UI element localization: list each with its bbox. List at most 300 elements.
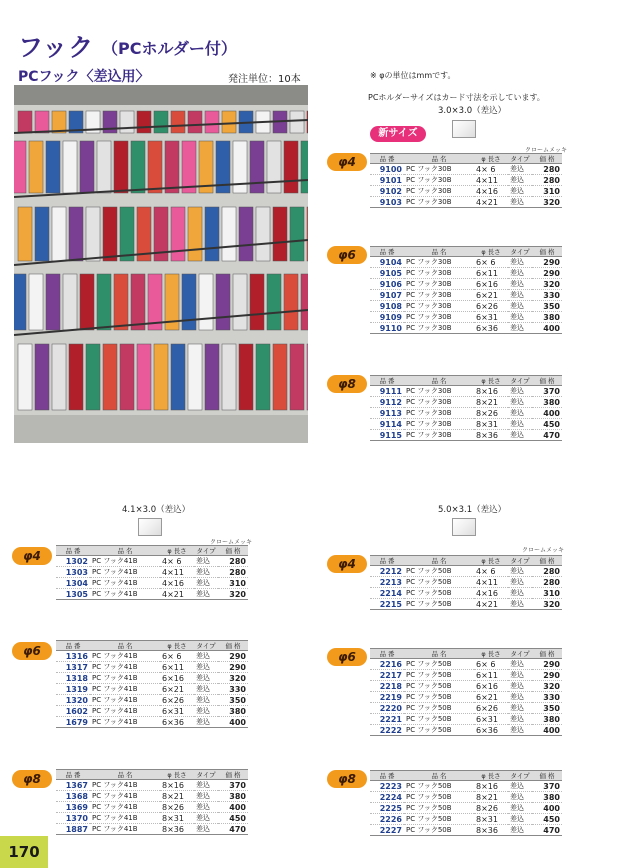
price: 280 [532,566,562,577]
product-package [114,274,128,330]
product-table [370,555,562,610]
item-name: PC フック50B [404,814,474,825]
column-header: φ 長さ [474,376,508,386]
column-header: タイプ [194,641,218,651]
table-row [370,814,562,825]
price: 290 [218,662,248,673]
item-name: PC フック50B [404,714,474,725]
product-package [307,344,308,410]
item-code: 1319 [56,684,90,695]
product-package [18,207,32,261]
column-header: φ 長さ [474,649,508,659]
table-row [56,717,248,728]
price: 380 [218,791,248,802]
size: 4×21 [160,589,194,600]
product-package [273,344,287,410]
item-name: PC フック50B [404,703,474,714]
column-header: 品 名 [404,771,474,781]
chrome-label: クロームメッキ [522,547,565,554]
size: 6×26 [160,695,194,706]
item-name: PC フック41B [90,578,160,589]
type: 差込 [194,567,218,578]
item-name: PC フック50B [404,825,474,836]
size: 6×16 [160,673,194,684]
price: 380 [532,397,562,408]
product-package [131,274,145,330]
product-package [80,141,94,193]
table-row [370,599,562,610]
item-code: 9103 [370,197,404,208]
item-code: 2213 [370,577,404,588]
item-name: PC フック41B [90,673,160,684]
item-code: 1887 [56,824,90,835]
size: 8×21 [474,397,508,408]
product-package [307,111,308,133]
column-header: 価 格 [532,376,562,386]
product-table [370,375,562,441]
product-package [137,344,151,410]
product-package [256,207,270,261]
type: 差込 [508,186,532,197]
item-code: 9114 [370,419,404,430]
product-table [56,640,248,728]
page-title: フック [18,33,95,62]
product-package [69,207,83,261]
column-header: タイプ [508,771,532,781]
item-code: 9104 [370,257,404,268]
product-package [250,141,264,193]
size: 6× 6 [160,651,194,662]
item-code: 9102 [370,186,404,197]
table-row [370,781,562,792]
item-name: PC フック30B [404,197,474,208]
price: 400 [532,408,562,419]
order-unit: 発注単位：10本 [228,74,301,85]
type: 差込 [194,684,218,695]
price: 290 [532,268,562,279]
table-row [56,780,248,791]
type: 差込 [194,791,218,802]
chrome-label: クロームメッキ [210,539,253,546]
size: 6×21 [474,290,508,301]
table-row [370,681,562,692]
type: 差込 [508,197,532,208]
product-package [86,344,100,410]
column-header: 価 格 [218,770,248,780]
price: 290 [218,651,248,662]
table-row [370,659,562,670]
item-name: PC フック50B [404,670,474,681]
table-row [370,257,562,268]
type: 差込 [508,703,532,714]
type: 差込 [508,397,532,408]
type: 差込 [508,588,532,599]
size: 8×21 [474,792,508,803]
price: 320 [532,681,562,692]
product-package [103,344,117,410]
column-header: φ 長さ [160,546,194,556]
table-row [56,791,248,802]
product-package [188,344,202,410]
size: 6×26 [474,301,508,312]
unit-note: ※ φの単位はmmです。 [370,71,456,80]
table-row [370,186,562,197]
column-header: 品 番 [370,247,404,257]
product-package [35,344,49,410]
item-name: PC フック41B [90,651,160,662]
column-header: タイプ [508,376,532,386]
size: 6×11 [474,670,508,681]
product-package [256,344,270,410]
size: 6×31 [474,714,508,725]
type: 差込 [508,670,532,681]
item-name: PC フック30B [404,397,474,408]
table-row [370,430,562,441]
item-name: PC フック41B [90,695,160,706]
product-package [154,344,168,410]
size: 8×31 [160,813,194,824]
size: 6×11 [474,268,508,279]
item-name: PC フック30B [404,290,474,301]
phi-badge: φ4 [12,547,52,565]
table-row [56,695,248,706]
item-name: PC フック50B [404,792,474,803]
item-code: 1304 [56,578,90,589]
column-header: 価 格 [218,546,248,556]
column-header: タイプ [194,546,218,556]
product-package [290,207,304,261]
size: 6×21 [160,684,194,695]
item-name: PC フック30B [404,430,474,441]
item-code: 9107 [370,290,404,301]
size: 6×31 [474,312,508,323]
item-code: 9100 [370,164,404,175]
product-package [284,141,298,193]
item-name: PC フック50B [404,659,474,670]
item-name: PC フック50B [404,566,474,577]
display-rack-illustration [14,85,308,443]
column-header: 品 名 [404,376,474,386]
size: 4×16 [474,186,508,197]
size: 6× 6 [474,659,508,670]
type: 差込 [508,803,532,814]
spec-30b: 3.0×3.0（差込） [438,106,507,116]
type: 差込 [194,578,218,589]
product-package [46,274,60,330]
type: 差込 [508,825,532,836]
type: 差込 [194,651,218,662]
table-row [56,813,248,824]
product-display-photo [14,85,308,443]
price: 350 [218,695,248,706]
product-table [370,246,562,334]
item-code: 1317 [56,662,90,673]
page-title-sub: （PCホルダー付） [102,39,237,58]
item-code: 2212 [370,566,404,577]
phi-badge: φ4 [327,153,367,171]
type: 差込 [508,175,532,186]
product-package [63,274,77,330]
size: 4× 6 [160,556,194,567]
product-package [205,207,219,261]
size: 4×16 [474,588,508,599]
price: 320 [532,599,562,610]
table-row [370,268,562,279]
item-code: 2220 [370,703,404,714]
column-header: 品 名 [404,649,474,659]
price: 380 [532,714,562,725]
card-icon [452,518,476,536]
price: 320 [218,673,248,684]
size: 8×16 [160,780,194,791]
column-header: 品 名 [404,556,474,566]
size: 8×26 [160,802,194,813]
column-header: φ 長さ [474,154,508,164]
column-header: 品 番 [56,770,90,780]
type: 差込 [194,556,218,567]
product-table [370,648,562,736]
price: 320 [218,589,248,600]
product-package [222,207,236,261]
size-note: PCホルダーサイズはカード寸法を示しています。 [368,93,545,102]
item-code: 2224 [370,792,404,803]
table-row [370,566,562,577]
item-code: 1305 [56,589,90,600]
item-name: PC フック41B [90,717,160,728]
column-header: 品 名 [90,641,160,651]
price: 290 [532,257,562,268]
table-row [370,312,562,323]
column-header: φ 長さ [160,641,194,651]
size: 8×16 [474,781,508,792]
size: 6×11 [160,662,194,673]
product-package [290,111,304,133]
column-header: 品 番 [370,376,404,386]
type: 差込 [508,577,532,588]
size: 8×36 [474,430,508,441]
type: 差込 [508,290,532,301]
product-package [199,274,213,330]
size: 4× 6 [474,164,508,175]
type: 差込 [194,695,218,706]
item-name: PC フック41B [90,802,160,813]
price: 310 [218,578,248,589]
item-code: 9101 [370,175,404,186]
product-package [120,207,134,261]
table-row [370,419,562,430]
item-code: 2227 [370,825,404,836]
table-row [370,725,562,736]
product-package [222,111,236,133]
product-package [284,274,298,330]
type: 差込 [508,164,532,175]
phi-badge: φ4 [327,555,367,573]
price: 280 [532,577,562,588]
item-code: 9110 [370,323,404,334]
price: 450 [532,814,562,825]
item-name: PC フック50B [404,781,474,792]
product-package [188,111,202,133]
price: 400 [218,717,248,728]
table-row [370,197,562,208]
item-name: PC フック41B [90,791,160,802]
price: 310 [532,186,562,197]
price: 330 [532,290,562,301]
type: 差込 [508,681,532,692]
price: 470 [532,825,562,836]
price: 370 [532,781,562,792]
item-code: 1318 [56,673,90,684]
column-header: 価 格 [532,649,562,659]
price: 290 [532,670,562,681]
price: 470 [218,824,248,835]
phi-badge: φ8 [327,770,367,788]
table-row [370,175,562,186]
table-row [370,588,562,599]
section-subtitle: PCフック〈差込用〉 [18,69,150,85]
column-header: 品 名 [404,247,474,257]
item-code: 1303 [56,567,90,578]
size: 6× 6 [474,257,508,268]
column-header: タイプ [508,649,532,659]
type: 差込 [194,780,218,791]
price: 370 [218,780,248,791]
column-header: φ 長さ [474,247,508,257]
size: 6×26 [474,703,508,714]
item-code: 1316 [56,651,90,662]
size: 8×36 [160,824,194,835]
table-row [56,589,248,600]
type: 差込 [194,824,218,835]
item-code: 2223 [370,781,404,792]
size: 8×36 [474,825,508,836]
type: 差込 [508,430,532,441]
table-row [56,662,248,673]
column-header: 品 番 [370,556,404,566]
product-package [171,111,185,133]
product-package [46,141,60,193]
table-row [56,651,248,662]
chrome-label: クロームメッキ [525,147,568,154]
size: 4×11 [474,175,508,186]
column-header: 価 格 [532,247,562,257]
price: 470 [532,430,562,441]
column-header: φ 長さ [160,770,194,780]
table-row [56,567,248,578]
type: 差込 [508,814,532,825]
item-name: PC フック50B [404,692,474,703]
item-code: 1370 [56,813,90,824]
phi-badge: φ6 [12,642,52,660]
item-name: PC フック30B [404,164,474,175]
price: 280 [218,567,248,578]
column-header: 価 格 [532,771,562,781]
type: 差込 [508,566,532,577]
item-name: PC フック41B [90,824,160,835]
item-name: PC フック50B [404,803,474,814]
item-code: 2217 [370,670,404,681]
product-package [165,141,179,193]
product-package [250,274,264,330]
item-name: PC フック41B [90,662,160,673]
table-row [370,670,562,681]
product-package [80,274,94,330]
product-package [18,344,32,410]
column-header: 品 番 [370,649,404,659]
item-code: 9106 [370,279,404,290]
type: 差込 [508,312,532,323]
product-package [301,274,308,330]
size: 4×21 [474,197,508,208]
table-row [56,673,248,684]
item-code: 9109 [370,312,404,323]
price: 310 [532,588,562,599]
type: 差込 [194,802,218,813]
product-package [171,207,185,261]
product-package [18,111,32,133]
table-row [370,692,562,703]
type: 差込 [194,717,218,728]
product-package [182,274,196,330]
type: 差込 [508,781,532,792]
phi-badge: φ6 [327,246,367,264]
item-code: 1602 [56,706,90,717]
item-code: 1368 [56,791,90,802]
type: 差込 [508,257,532,268]
product-package [52,111,66,133]
product-package [86,207,100,261]
table-row [370,290,562,301]
product-package [148,141,162,193]
item-name: PC フック41B [90,684,160,695]
price: 280 [532,164,562,175]
item-code: 2218 [370,681,404,692]
size: 6×16 [474,681,508,692]
item-code: 9105 [370,268,404,279]
product-package [239,344,253,410]
item-name: PC フック30B [404,419,474,430]
price: 400 [532,725,562,736]
table-row [370,703,562,714]
price: 350 [532,703,562,714]
product-package [205,111,219,133]
table-row [370,164,562,175]
item-code: 9111 [370,386,404,397]
table-row [370,792,562,803]
column-header: 品 番 [56,641,90,651]
size: 6×21 [474,692,508,703]
size: 4×16 [160,578,194,589]
type: 差込 [508,323,532,334]
price: 400 [218,802,248,813]
product-package [222,344,236,410]
item-code: 2219 [370,692,404,703]
product-package [267,141,281,193]
product-package [14,274,26,330]
column-header: タイプ [508,154,532,164]
product-table [370,153,562,208]
item-name: PC フック41B [90,589,160,600]
size: 8×31 [474,419,508,430]
type: 差込 [508,419,532,430]
product-package [239,207,253,261]
type: 差込 [508,279,532,290]
column-header: タイプ [194,770,218,780]
phi-badge: φ8 [12,770,52,788]
type: 差込 [508,659,532,670]
price: 400 [532,803,562,814]
item-code: 2216 [370,659,404,670]
